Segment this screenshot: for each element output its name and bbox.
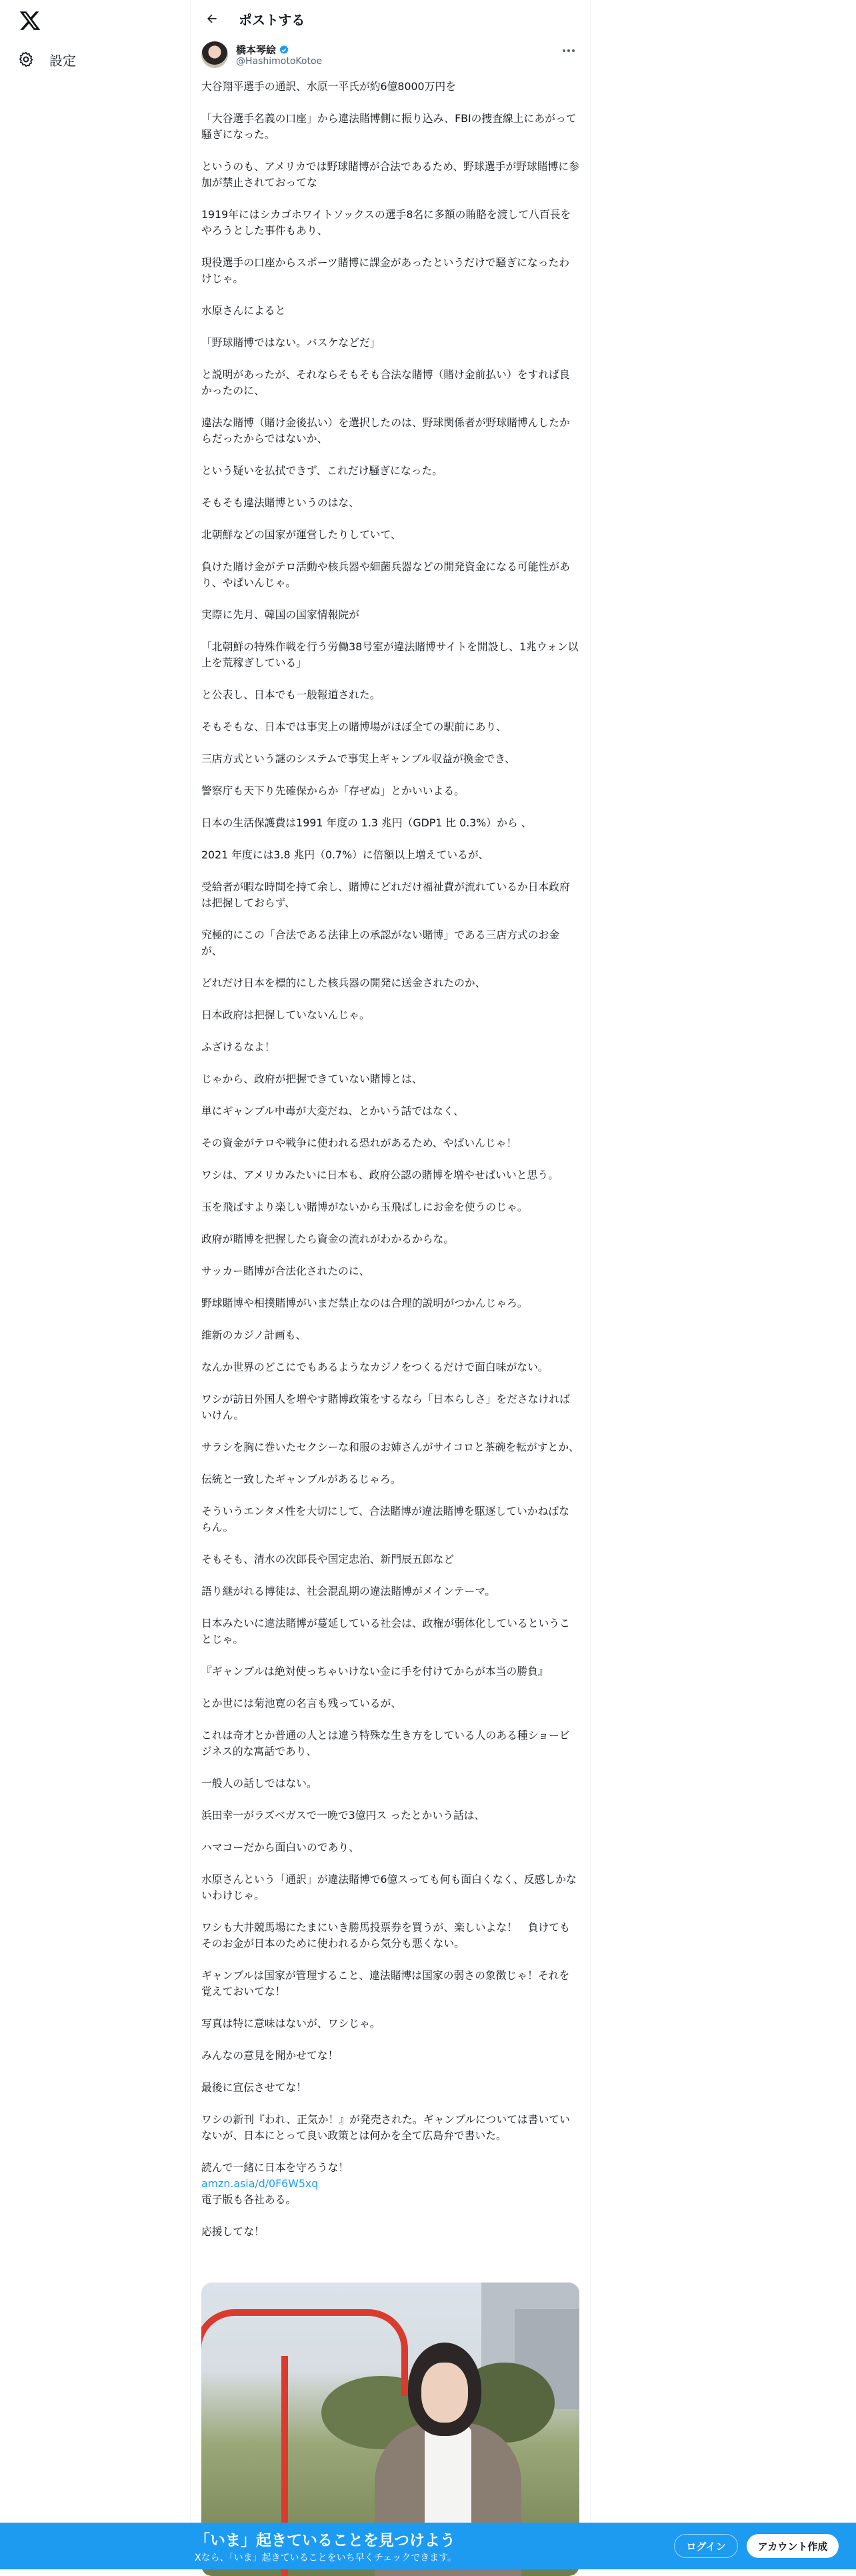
post-paragraph: 「北朝鮮の特殊作戦を行う労働38号室が違法賭博サイトを開設し、1兆ウォン以上を荒稼ぎしている」 [201, 640, 579, 669]
post-paragraph: ワシが訪日外国人を増やす賭博政策をするなら「日本らしさ」をださなければいけん。 [201, 1393, 570, 1421]
left-nav [0, 0, 190, 2569]
more-icon [562, 49, 575, 53]
post-paragraph: 日本みたいに違法賭博が蔓延している社会は、政権が弱体化しているということじゃ。 [201, 1617, 570, 1646]
signup-banner [0, 2523, 856, 2569]
author-name[interactable]: 橋本琴絵 [236, 44, 277, 56]
post-paragraph: 水原さんという「通訳」が違法賭博で6億スっても何も面白くなく、反感しかないわけじゃ。 [201, 1873, 577, 1902]
post-paragraph: 応援してな！ [201, 2225, 265, 2238]
post-paragraph: みんなの意見を聞かせてな！ [201, 2049, 339, 2062]
post-paragraph: 日本政府は把握していないんじゃ。 [201, 1009, 370, 1021]
post-paragraph: 読んで一緒に日本を守ろうな！ [201, 2161, 349, 2174]
x-logo-icon[interactable] [19, 9, 41, 32]
verified-badge-icon [279, 45, 289, 55]
signup-button[interactable]: アカウント作成 [747, 2534, 839, 2558]
post-paragraph: 単にギャンブル中毒が大変だね、とかいう話ではなく、 [201, 1105, 464, 1117]
post-paragraph: 写真は特に意味はないが、ワシじゃ。 [201, 2017, 381, 2030]
post-link[interactable]: amzn.asia/d/0F6W5xq [201, 2177, 319, 2190]
post-paragraph: 1919年にはシカゴホワイトソックスの選手8名に多額の賄賂を渡して八百長をやろうとした事件もあり、 [201, 208, 571, 237]
post-paragraph: サッカー賭博が合法化されたのに、 [201, 1265, 370, 1277]
banner-title: 「いま」起きていることを見つけよう [195, 2532, 455, 2549]
main-column [190, 0, 591, 2569]
post-paragraph: 最後に宣伝させてな！ [201, 2081, 307, 2094]
post-paragraph: サラシを胸に巻いたセクシーな和服のお姉さんがサイコロと茶碗を転がすとか、 [201, 1441, 579, 1453]
playground-slide [201, 2309, 408, 2396]
author-handle[interactable]: @HashimotoKotoe [236, 56, 323, 67]
post-paragraph: 究極的にこの「合法である法律上の承認がない賭博」である三店方式のお金が、 [201, 928, 560, 957]
post-paragraph: 北朝鮮などの国家が運営したりしていて、 [201, 528, 401, 541]
post-paragraph: という疑いを払拭できず、これだけ騒ぎになった。 [201, 464, 443, 477]
post-paragraph: 伝統と一致したギャンブルがあるじゃろ。 [201, 1473, 401, 1485]
post-paragraph: 現役選手の口座からスポーツ賭博に課金があったというだけで騒ぎになったわけじゃ。 [201, 256, 570, 285]
post-text [201, 79, 579, 2256]
gear-icon [17, 51, 35, 68]
post-paragraph: 「野球賭博ではない。バスケなどだ」 [201, 336, 381, 349]
post-paragraph: ワシの新刊『われ、正気か！』が発売された。ギャンブルについては書いていないが、日本にとって良い政策とは何かを全て広島弁で書いた。 [201, 2113, 570, 2142]
post-paragraph: 電子版も各社ある。 [201, 2193, 297, 2206]
post-paragraph: ギャンブルは国家が管理すること、違法賭博は国家の弱さの象徴じゃ！それを覚えておいてな！ [201, 1969, 570, 1998]
post-paragraph: そもそも、清水の次郎長や国定忠治、新門辰五郎など [201, 1553, 455, 1565]
post-paragraph: 警察庁も天下り先確保からか「存ぜぬ」とかいいよる。 [201, 784, 465, 797]
post-paragraph: 政府が賭博を把握したら資金の流れがわかるからな。 [201, 1233, 455, 1245]
login-button[interactable]: ログイン [674, 2534, 738, 2558]
post-paragraph: 一般人の話しではない。 [201, 1777, 317, 1790]
post-paragraph: とか世には菊池寛の名言も残っているが、 [201, 1697, 402, 1710]
person-face [421, 2363, 468, 2423]
post-paragraph: 違法な賭博（賭け金後払い）を選択したのは、野球関係者が野球賭博んしたからだったからではないか、 [201, 416, 570, 445]
post-paragraph: 維新のカジノ計画も、 [201, 1329, 307, 1341]
post-paragraph: ワシは、アメリカみたいに日本も、政府公認の賭博を増やせばいいと思う。 [201, 1169, 559, 1181]
post-paragraph: 野球賭博や相撲賭博がいまだ禁止なのは合理的説明がつかんじゃろ。 [201, 1297, 528, 1309]
post-paragraph: 浜田幸一がラズベガスで一晩で3億円ス ったとかいう話は、 [201, 1809, 485, 1822]
back-button[interactable] [200, 7, 224, 31]
banner-subtitle: Xなら、「いま」起きていることをいち早くチェックできます。 [195, 2553, 457, 2563]
header [191, 0, 590, 37]
post-paragraph: 『ギャンブルは絶対使っちゃいけない金に手を付けてからが本当の勝負』 [201, 1665, 549, 1678]
post-paragraph: 水原さんによると [201, 304, 286, 317]
post-paragraph: 語り継がれる博徒は、社会混乱期の違法賭博がメインテーマ。 [201, 1585, 496, 1597]
post-paragraph: なんか世界のどこにでもあるようなカジノをつくるだけで面白味がない。 [201, 1361, 549, 1373]
avatar[interactable] [201, 41, 228, 68]
post-paragraph: ふざけるなよ！ [201, 1041, 275, 1053]
post-paragraph: 玉を飛ばすより楽しい賭博がないから玉飛ばしにお金を使うのじゃ。 [201, 1201, 528, 1213]
post-paragraph: 負けた賭け金がテロ活動や核兵器や細菌兵器などの開発資金になる可能性があり、やばいんじゃ。 [201, 560, 570, 589]
post-author [201, 41, 579, 71]
post-paragraph: どれだけ日本を標的にした核兵器の開発に送金されたのか、 [201, 977, 486, 989]
post-paragraph: これは奇才とか普通の人とは違う特殊な生き方をしている人のある種ショービジネス的な寓話であり、 [201, 1729, 570, 1758]
post-paragraph: ワシも大井競馬場にたまにいき勝馬投票券を買うが、楽しいよな！ 負けてもそのお金が日本のために使われるから気分も悪くない。 [201, 1921, 570, 1950]
post-paragraph: というのも、アメリカでは野球賭博が合法であるため、野球選手が野球賭博に参加が禁止されておってな [201, 160, 579, 189]
post-paragraph: そういうエンタメ性を大切にして、合法賭博が違法賭博を駆逐していかねばならん。 [201, 1505, 569, 1533]
post-paragraph: 三店方式という謎のシステムで事実上ギャンブル収益が換金でき、 [201, 752, 516, 765]
back-arrow-icon [205, 12, 219, 25]
post-paragraph: そもそも違法賭博というのはな、 [201, 496, 359, 509]
post-paragraph: その資金がテロや戦争に使われる恐れがあるため、やばいんじゃ！ [201, 1137, 517, 1149]
post-paragraph: 実際に先月、韓国の国家情報院が [201, 608, 359, 621]
post-paragraph: 「大谷選手名義の口座」から違法賭博側に振り込み、FBIの捜査線上にあがって騒ぎになった。 [201, 112, 577, 141]
post-paragraph: と公表し、日本でも一般報道された。 [201, 688, 381, 701]
post-paragraph: 2021 年度には3.8 兆円（0.7%）に倍額以上増えているが、 [201, 848, 489, 861]
post-paragraph: 大谷翔平選手の通訳、水原一平氏が約6億8000万円を [201, 80, 456, 93]
nav-settings-label: 設定 [49, 52, 76, 69]
more-button[interactable] [558, 43, 579, 59]
post-paragraph: そもそもな、日本では事実上の賭博場がほぼ全ての駅前にあり、 [201, 720, 507, 733]
post-paragraph: ハマコーだから面白いのであり、 [201, 1841, 359, 1854]
post-paragraph: 日本の生活保護費は1991 年度の 1.3 兆円（GDP1 比 0.3%）から 、 [201, 816, 532, 829]
page-title: ポストする [239, 12, 305, 28]
post-paragraph: じゃから、政府が把握できていない賭博とは、 [201, 1073, 423, 1085]
post-paragraph: 受給者が暇な時間を持て余し、賭博にどれだけ福祉費が流れているか日本政府は把握しておらず、 [201, 880, 570, 909]
post-paragraph: と説明があったが、それならそもそも合法な賭博（賭け金前払い）をすれば良かったのに、 [201, 368, 570, 397]
nav-settings[interactable] [17, 43, 76, 76]
